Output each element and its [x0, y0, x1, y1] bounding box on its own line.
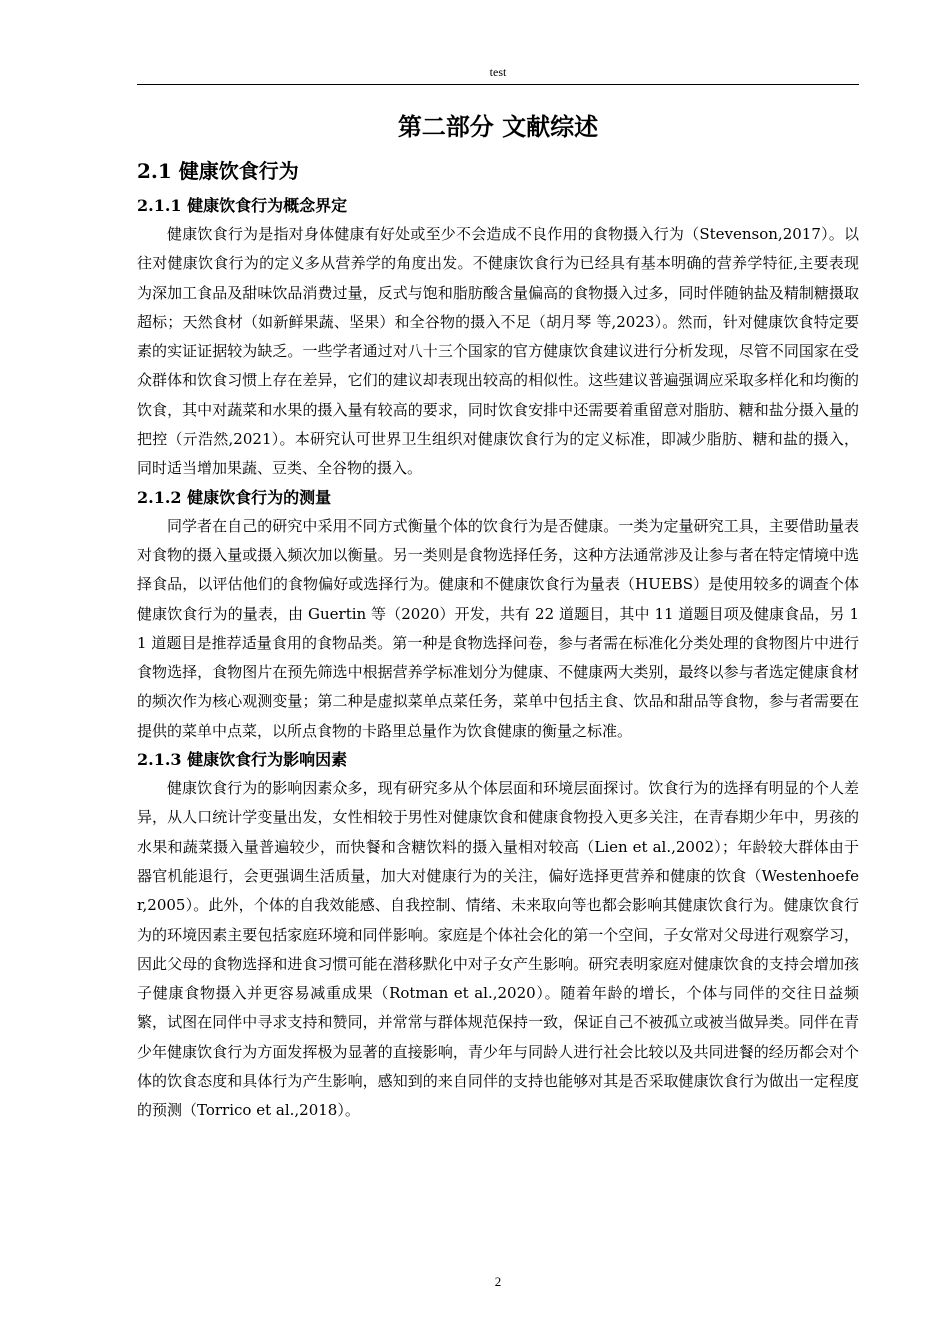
body-paragraph: 健康饮食行为是指对身体健康有好处或至少不会造成不良作用的食物摄入行为（Stevenson,2017）。以往对健康饮食行为的定义多从营养学的角度出发。不健康饮食行为已经具有基本明确的营养学特征,主要表现为深加工食品及甜味饮品消费过量，反式与饱和脂肪酸含量偏高的食物摄入过多，同时伴随钠盐及精制糖摄取超标；天然食材（如新鲜果蔬、坚果）和全谷物的摄入不足（胡月琴 等,2023）。然而，针对健康饮食特定要素的实证证据较为缺乏。一些学者通过对八十三个国家的官方健康饮食建议进行分析发现，尽管不同国家在受众群体和饮食习惯上存在差异，它们的建议却表现出较高的相似性。这些建议普遍强调应采取多样化和均衡的饮食，其中对蔬菜和水果的摄入量有较高的要求，同时饮食安排中还需要着重留意对脂肪、糖和盐分摄入量的把控（亓浩然,2021）。本研究认可世界卫生组织对健康饮食行为的定义标准，即减少脂肪、糖和盐的摄入，同时适当增加果蔬、豆类、全谷物的摄入。 [137, 225, 859, 478]
page-header: test [489, 65, 507, 79]
page-content [137, 108, 859, 1126]
part-title: 第二部分 文献综述 [397, 112, 599, 141]
body-paragraph: 同学者在自己的研究中采用不同方式衡量个体的饮食行为是否健康。一类为定量研究工具，主要借助量表对食物的摄入量或摄入频次加以衡量。另一类则是食物选择任务，这种方法通常涉及让参与者在特定情境中选择食品，以评估他们的食物偏好或选择行为。健康和不健康饮食行为量表（HUEBS）是使用较多的调查个体健康饮食行为的量表，由 Guertin 等（2020）开发，共有 22 道题目，其中 11 道题目项及健康食品，另 11 道题目是推荐适量食用的食物品类。第一种是食物选择问卷，参与者需在标准化分类处理的食物图片中进行食物选择，食物图片在预先筛选中根据营养学标准划分为健康、不健康两大类别，最终以参与者选定健康食材的频次作为核心观测变量；第二种是虚拟菜单点菜任务，菜单中包括主食、饮品和甜品等食物，参与者需要在提供的菜单中点菜，以所点食物的卡路里总量作为饮食健康的衡量之标准。 [137, 516, 859, 740]
subsection-concept [137, 192, 859, 484]
subsection-heading: 2.1.2 健康饮食行为的测量 [137, 487, 332, 507]
subsection-heading: 2.1.3 健康饮食行为影响因素 [137, 750, 348, 770]
page-number: 2 [494, 1274, 502, 1289]
subsection-measurement [137, 484, 859, 746]
body-paragraph: 健康饮食行为的影响因素众多，现有研究多从个体层面和环境层面探讨。饮食行为的选择有明显的个人差异，从人口统计学变量出发，女性相较于男性对健康饮食和健康食物投入更多关注，在青春期少年中，男孩的水果和蔬菜摄入量普遍较少，而快餐和含糖饮料的摄入量相对较高（Lien et al.,2002）；年龄较大群体由于器官机能退行，会更强调生活质量，加大对健康行为的关注，偏好选择更营养和健康的饮食（Westenhoefer,2005）。此外，个体的自我效能感、自我控制、情绪、未来取向等也都会影响其健康饮食行为。健康饮食行为的环境因素主要包括家庭环境和同伴影响。家庭是个体社会化的第一个空间，子女常对父母进行观察学习，因此父母的食物选择和进食习惯可能在潜移默化中对子女产生影响。研究表明家庭对健康饮食的支持会增加孩子健康食物摄入并更容易减重成果（Rotman et al.,2020）。随着年龄的增长，个体与同伴的交往日益频繁，试图在同伴中寻求支持和赞同，并常常与群体规范保持一致，保证自己不被孤立或被当做异类。同伴在青少年健康饮食行为方面发挥极为显著的直接影响，青少年与同龄人进行社会比较以及共同进餐的经历都会对个体的饮食态度和具体行为产生影响，感知到的来自同伴的支持也能够对其是否采取健康饮食行为做出一定程度的预测（Torrico et al.,2018）。 [137, 779, 859, 1120]
section-heading: 2.1 健康饮食行为 [137, 159, 299, 183]
header-divider [137, 84, 859, 85]
subsection-factors [137, 746, 859, 1126]
subsection-heading: 2.1.1 健康饮食行为概念界定 [137, 196, 348, 215]
